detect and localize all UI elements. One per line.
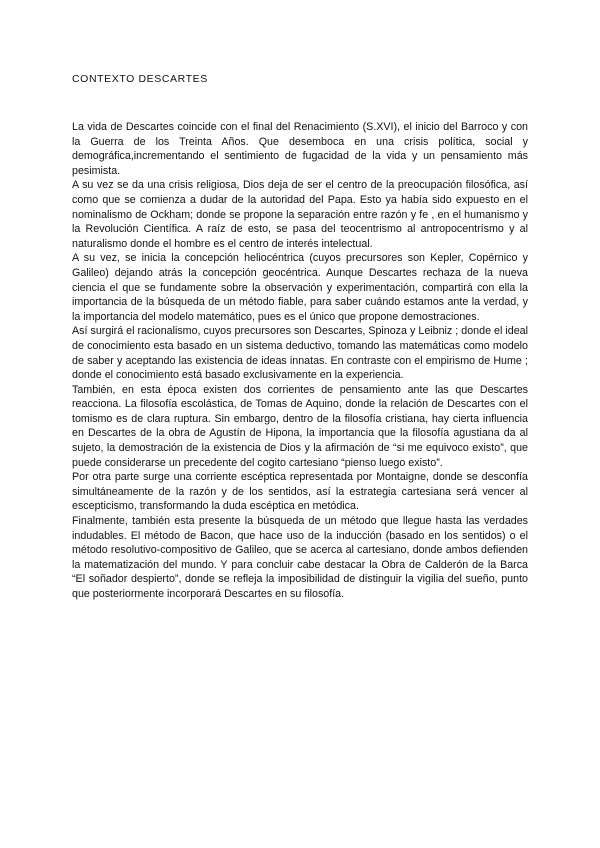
paragraph-racionalismo: Así surgirá el racionalismo, cuyos precursores son Descartes, Spinoza y Leibniz ; donde el ideal de conocimiento esta basado en un sistema deductivo, tomando las matemáticas como modelo de saber y aceptando las existencia de ideas innatas. En contraste con el empirismo de Hume ; donde el conocimiento está basado exclusivamente en la experiencia.	[72, 325, 528, 382]
paragraph-crisis-religiosa: A su vez se da una crisis religiosa, Dios deja de ser el centro de la preocupación filosófica, así como que se comienza a dudar de la autoridad del Papa. Esto ya había sido expuesto en el nominalismo de Ockham; donde se propone la separación entre razón y fe , en el humanismo y la Revolución Científica. A raíz de esto, se pasa del teocentrismo al antropocentrísmo y al naturalismo donde el hombre es el centro de interés intelectual.	[72, 179, 528, 250]
document-body	[72, 120, 528, 602]
paragraph-renacimiento: La vida de Descartes coincide con el final del Renacimiento (S.XVI), el inicio del Barroco y con la Guerra de los Treinta Años. Que desemboca en una crisis política, social y demográfica,incrementando el sentimiento de fugacidad de la vida y un pensamiento más pesimista.	[72, 121, 528, 177]
paragraph-escepticismo: Por otra parte surge una corriente escéptica representada por Montaigne, donde se desconfía simultáneamente de la razón y de los sentidos, así la estrategia cartesiana será vencer al escepticismo, transformando la duda escéptica en metódica.	[72, 471, 528, 513]
paragraph-escolastica: También, en esta época existen dos corrientes de pensamiento ante las que Descartes reacciona. La filosofía escolástica, de Tomas de Aquino, donde la relación de Descartes con el tomismo es de clara ruptura. Sin embargo, dentro de la filosofía cristiana, hay cierta influencia en Descartes de la obra de Agustín de Hipona, la importancia que la filosofía agustiana da al sujeto, la demostración de la existencia de Dios y la afirmación de “si me equivoco existo”, que puede considerarse un precedente del cogito cartesiano “pienso luego existo”.	[72, 383, 528, 469]
paragraph-metodo: Finalmente, también esta presente la búsqueda de un método que llegue hasta las verdades indudables. El método de Bacon, que hace uso de la inducción (basado en los sentidos) o el método resolutivo-compositivo de Galileo, que se acerca al cartesiano, donde ambos defienden la matematización del mundo. Y para concluir cabe destacar la Obra de Calderón de la Barca “El soñador despierto”, donde se refleja la imposibilidad de distinguir la vigilia del sueño, punto que posteriormente incorporará Descartes en su filosofía.	[72, 515, 528, 600]
document-title: CONTEXTO DESCARTES	[72, 73, 208, 85]
paragraph-heliocentrismo: A su vez, se inicia la concepción heliocéntrica (cuyos precursores son Kepler, Copérnico y Galileo) dejando atrás la concepción geocéntrica. Aunque Descartes rechaza de la nueva ciencia el que se fundamente sobre la observación y experimentación, compartirá con ella la importancia de la búsqueda de un método fiable, para saber cuándo estamos ante la verdad, y la importancia del modelo matemático, pues es el único que propone demostraciones.	[72, 252, 528, 323]
